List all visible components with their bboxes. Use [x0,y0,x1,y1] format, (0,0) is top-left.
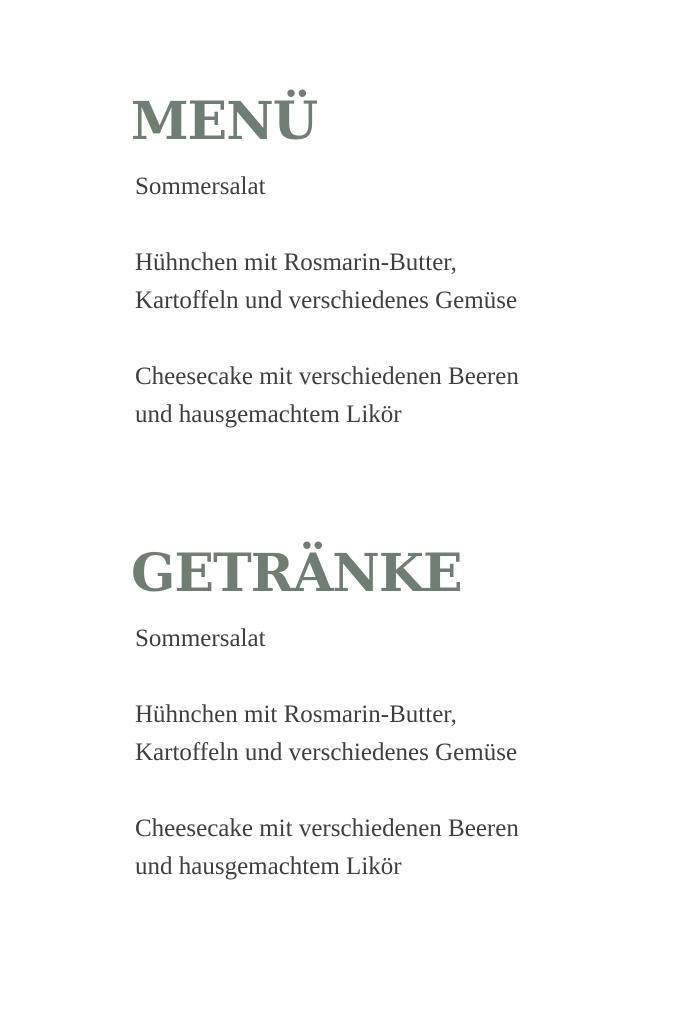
drinks-items [135,620,655,886]
drinks-item-line: Cheesecake mit verschiedenen Beeren [135,815,519,842]
drinks-section [0,544,683,924]
drinks-item-line: Kartoffeln und verschiedenes Gemüse [135,739,518,766]
drinks-item-1 [135,620,655,658]
drinks-item-line: Sommersalat [135,625,266,652]
menu-section [0,92,683,472]
drinks-item-line: und hausgemachtem Likör [135,853,402,880]
menu-item-dessert [135,358,655,434]
menu-item-line: Sommersalat [135,173,266,200]
menu-heading: MENÜ [131,91,318,152]
menu-item-line: Cheesecake mit verschiedenen Beeren [135,363,519,390]
menu-item-line: Kartoffeln und verschiedenes Gemüse [135,287,518,314]
drinks-item-3 [135,810,655,886]
drinks-heading: GETRÄNKE [131,543,462,604]
menu-item-starter [135,168,655,206]
menu-item-main [135,244,655,320]
menu-items [135,168,655,434]
menu-item-line: Hühnchen mit Rosmarin-Butter, [135,249,457,276]
drinks-item-line: Hühnchen mit Rosmarin-Butter, [135,701,457,728]
menu-item-line: und hausgemachtem Likör [135,401,402,428]
drinks-item-2 [135,696,655,772]
